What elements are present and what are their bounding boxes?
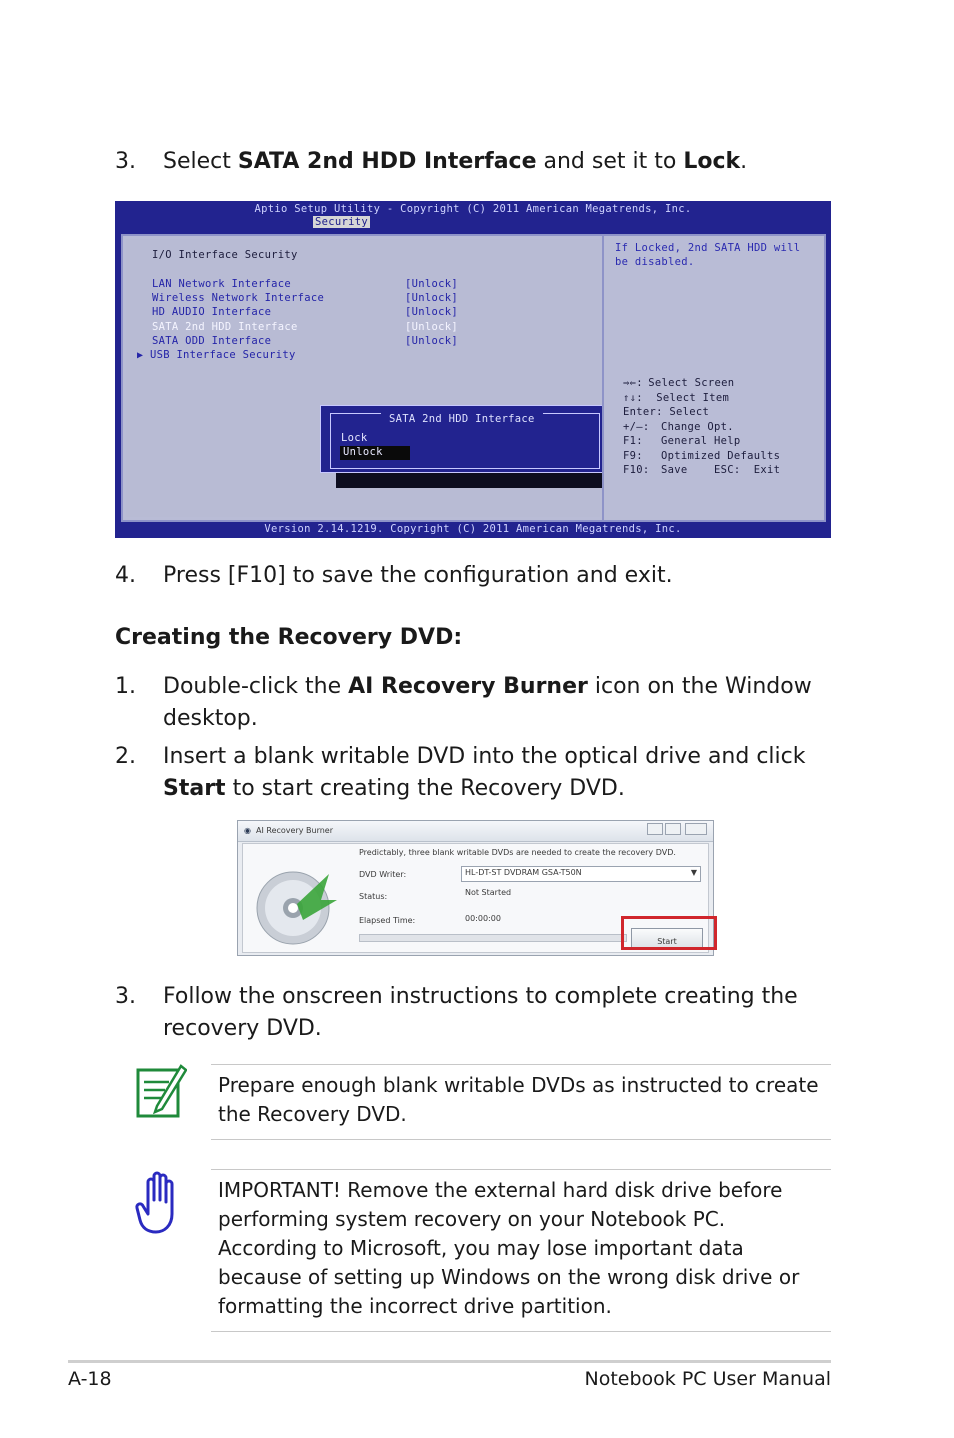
bios-row-value-selected[interactable]: [Unlock] xyxy=(405,321,458,333)
step-text: Double-click the AI Recovery Burner icon on the Window desktop. xyxy=(163,674,812,731)
popup-option-lock[interactable]: Lock xyxy=(341,432,368,444)
bold-term: SATA 2nd HDD Interface xyxy=(237,149,537,174)
dropdown-arrow-icon: ▼ xyxy=(690,868,697,877)
bold-term: Lock xyxy=(683,149,741,174)
divider xyxy=(211,1169,831,1170)
footer-divider xyxy=(68,1360,831,1363)
divider xyxy=(211,1331,831,1332)
window-titlebar xyxy=(238,821,713,842)
popup-title: SATA 2nd HDD Interface xyxy=(381,413,543,425)
status-value: Not Started xyxy=(465,888,512,897)
divider xyxy=(211,1064,831,1065)
window-title: AI Recovery Burner xyxy=(256,826,333,835)
bios-row-label[interactable]: LAN Network Interface xyxy=(152,278,292,290)
step-number: 3. xyxy=(115,149,136,174)
recovery-disc-icon xyxy=(251,860,339,948)
popup-option-unlock[interactable]: Unlock xyxy=(340,446,410,460)
section-title: Creating the Recovery DVD: xyxy=(115,625,463,650)
step-3-select-sata xyxy=(115,146,835,178)
bios-main-panel xyxy=(121,234,605,522)
step-text: Select SATA 2nd HDD Interface and set it to Lock. xyxy=(163,149,748,174)
elapsed-time-label: Elapsed Time: xyxy=(359,916,416,925)
maximize-button[interactable] xyxy=(665,823,681,835)
bios-row-label-selected[interactable]: SATA 2nd HDD Interface xyxy=(152,321,298,333)
arrows-up-down-icon: ⇑⇓ xyxy=(623,391,637,404)
start-button-highlight xyxy=(621,916,717,950)
bios-row-value[interactable]: [Unlock] xyxy=(405,278,458,290)
page-number: A-18 xyxy=(68,1368,112,1390)
arrows-left-right-icon: ⇒⇐ xyxy=(623,377,637,389)
step-number: 1. xyxy=(115,674,136,699)
step-number: 3. xyxy=(115,984,136,1009)
bios-row-label[interactable]: SATA ODD Interface xyxy=(152,335,272,347)
bios-row-value[interactable]: [Unlock] xyxy=(405,335,458,347)
bios-row-label[interactable]: HD AUDIO Interface xyxy=(152,306,272,318)
step-4 xyxy=(115,560,835,592)
disc-small-icon: ◉ xyxy=(244,826,251,835)
bold-term: AI Recovery Burner xyxy=(348,674,588,699)
close-button[interactable] xyxy=(685,823,707,835)
bios-header: Aptio Setup Utility - Copyright (C) 2011 American Megatrends, Inc. xyxy=(254,203,692,215)
bold-term: Start xyxy=(163,776,226,801)
important-text: IMPORTANT! Remove the external hard disk drive before performing system recovery on your Notebook PC. According to Microsoft, you may lose important data because of setting up Windows on the wrong disk drive or formatting the incorrect drive partition. xyxy=(218,1178,800,1318)
warning-hand-icon xyxy=(134,1170,182,1236)
dvd-writer-label: DVD Writer: xyxy=(359,870,407,879)
elapsed-time-value: 00:00:00 xyxy=(465,914,501,923)
status-label: Status: xyxy=(359,892,388,901)
bios-tab-security[interactable]: Security xyxy=(315,216,368,228)
recovery-step-3 xyxy=(115,981,835,1045)
manual-title: Notebook PC User Manual xyxy=(584,1368,831,1390)
bios-help-text: If Locked, 2nd SATA HDD will be disabled. xyxy=(615,242,801,268)
step-text: Press [F10] to save the configuration and exit. xyxy=(163,563,673,588)
bios-row-label[interactable]: Wireless Network Interface xyxy=(152,292,325,304)
bios-row-value[interactable]: [Unlock] xyxy=(405,306,458,318)
divider xyxy=(211,1139,831,1140)
triangle-right-icon: ▶ xyxy=(137,350,144,361)
bios-screenshot xyxy=(115,201,831,538)
step-number: 2. xyxy=(115,744,136,769)
step-text: Insert a blank writable DVD into the optical drive and click Start to start creating the Recovery DVD. xyxy=(163,744,806,801)
note-pencil-icon xyxy=(135,1062,187,1118)
step-text: Follow the onscreen instructions to complete creating the recovery DVD. xyxy=(163,984,798,1041)
recovery-step-1 xyxy=(115,671,835,735)
bios-row-value[interactable]: [Unlock] xyxy=(405,292,458,304)
recovery-step-2 xyxy=(115,741,835,805)
step-number: 4. xyxy=(115,563,136,588)
start-button[interactable]: Start xyxy=(631,928,703,948)
burner-message: Predictably, three blank writable DVDs are needed to create the recovery DVD. xyxy=(359,848,676,857)
bios-help-panel xyxy=(602,234,826,522)
progress-bar xyxy=(359,934,627,942)
bios-footer: Version 2.14.1219. Copyright (C) 2011 American Megatrends, Inc. xyxy=(115,523,831,538)
bios-key-legend: ⇒⇐: Select Screen ⇑⇓: Select Item Enter: Select +/—: Change Opt. F1: General Help F9: Optimized Defaults F10: Save ESC: Exit xyxy=(623,377,781,476)
bios-section-title: I/O Interface Security xyxy=(152,249,298,261)
bios-option-popup xyxy=(320,405,610,473)
bios-submenu-item[interactable]: ▶ USB Interface Security xyxy=(137,349,296,361)
dvd-writer-select[interactable]: HL-DT-ST DVDRAM GSA-T50N ▼ xyxy=(461,866,701,882)
minimize-button[interactable] xyxy=(647,823,663,835)
note-text: Prepare enough blank writable DVDs as instructed to create the Recovery DVD. xyxy=(218,1073,819,1126)
